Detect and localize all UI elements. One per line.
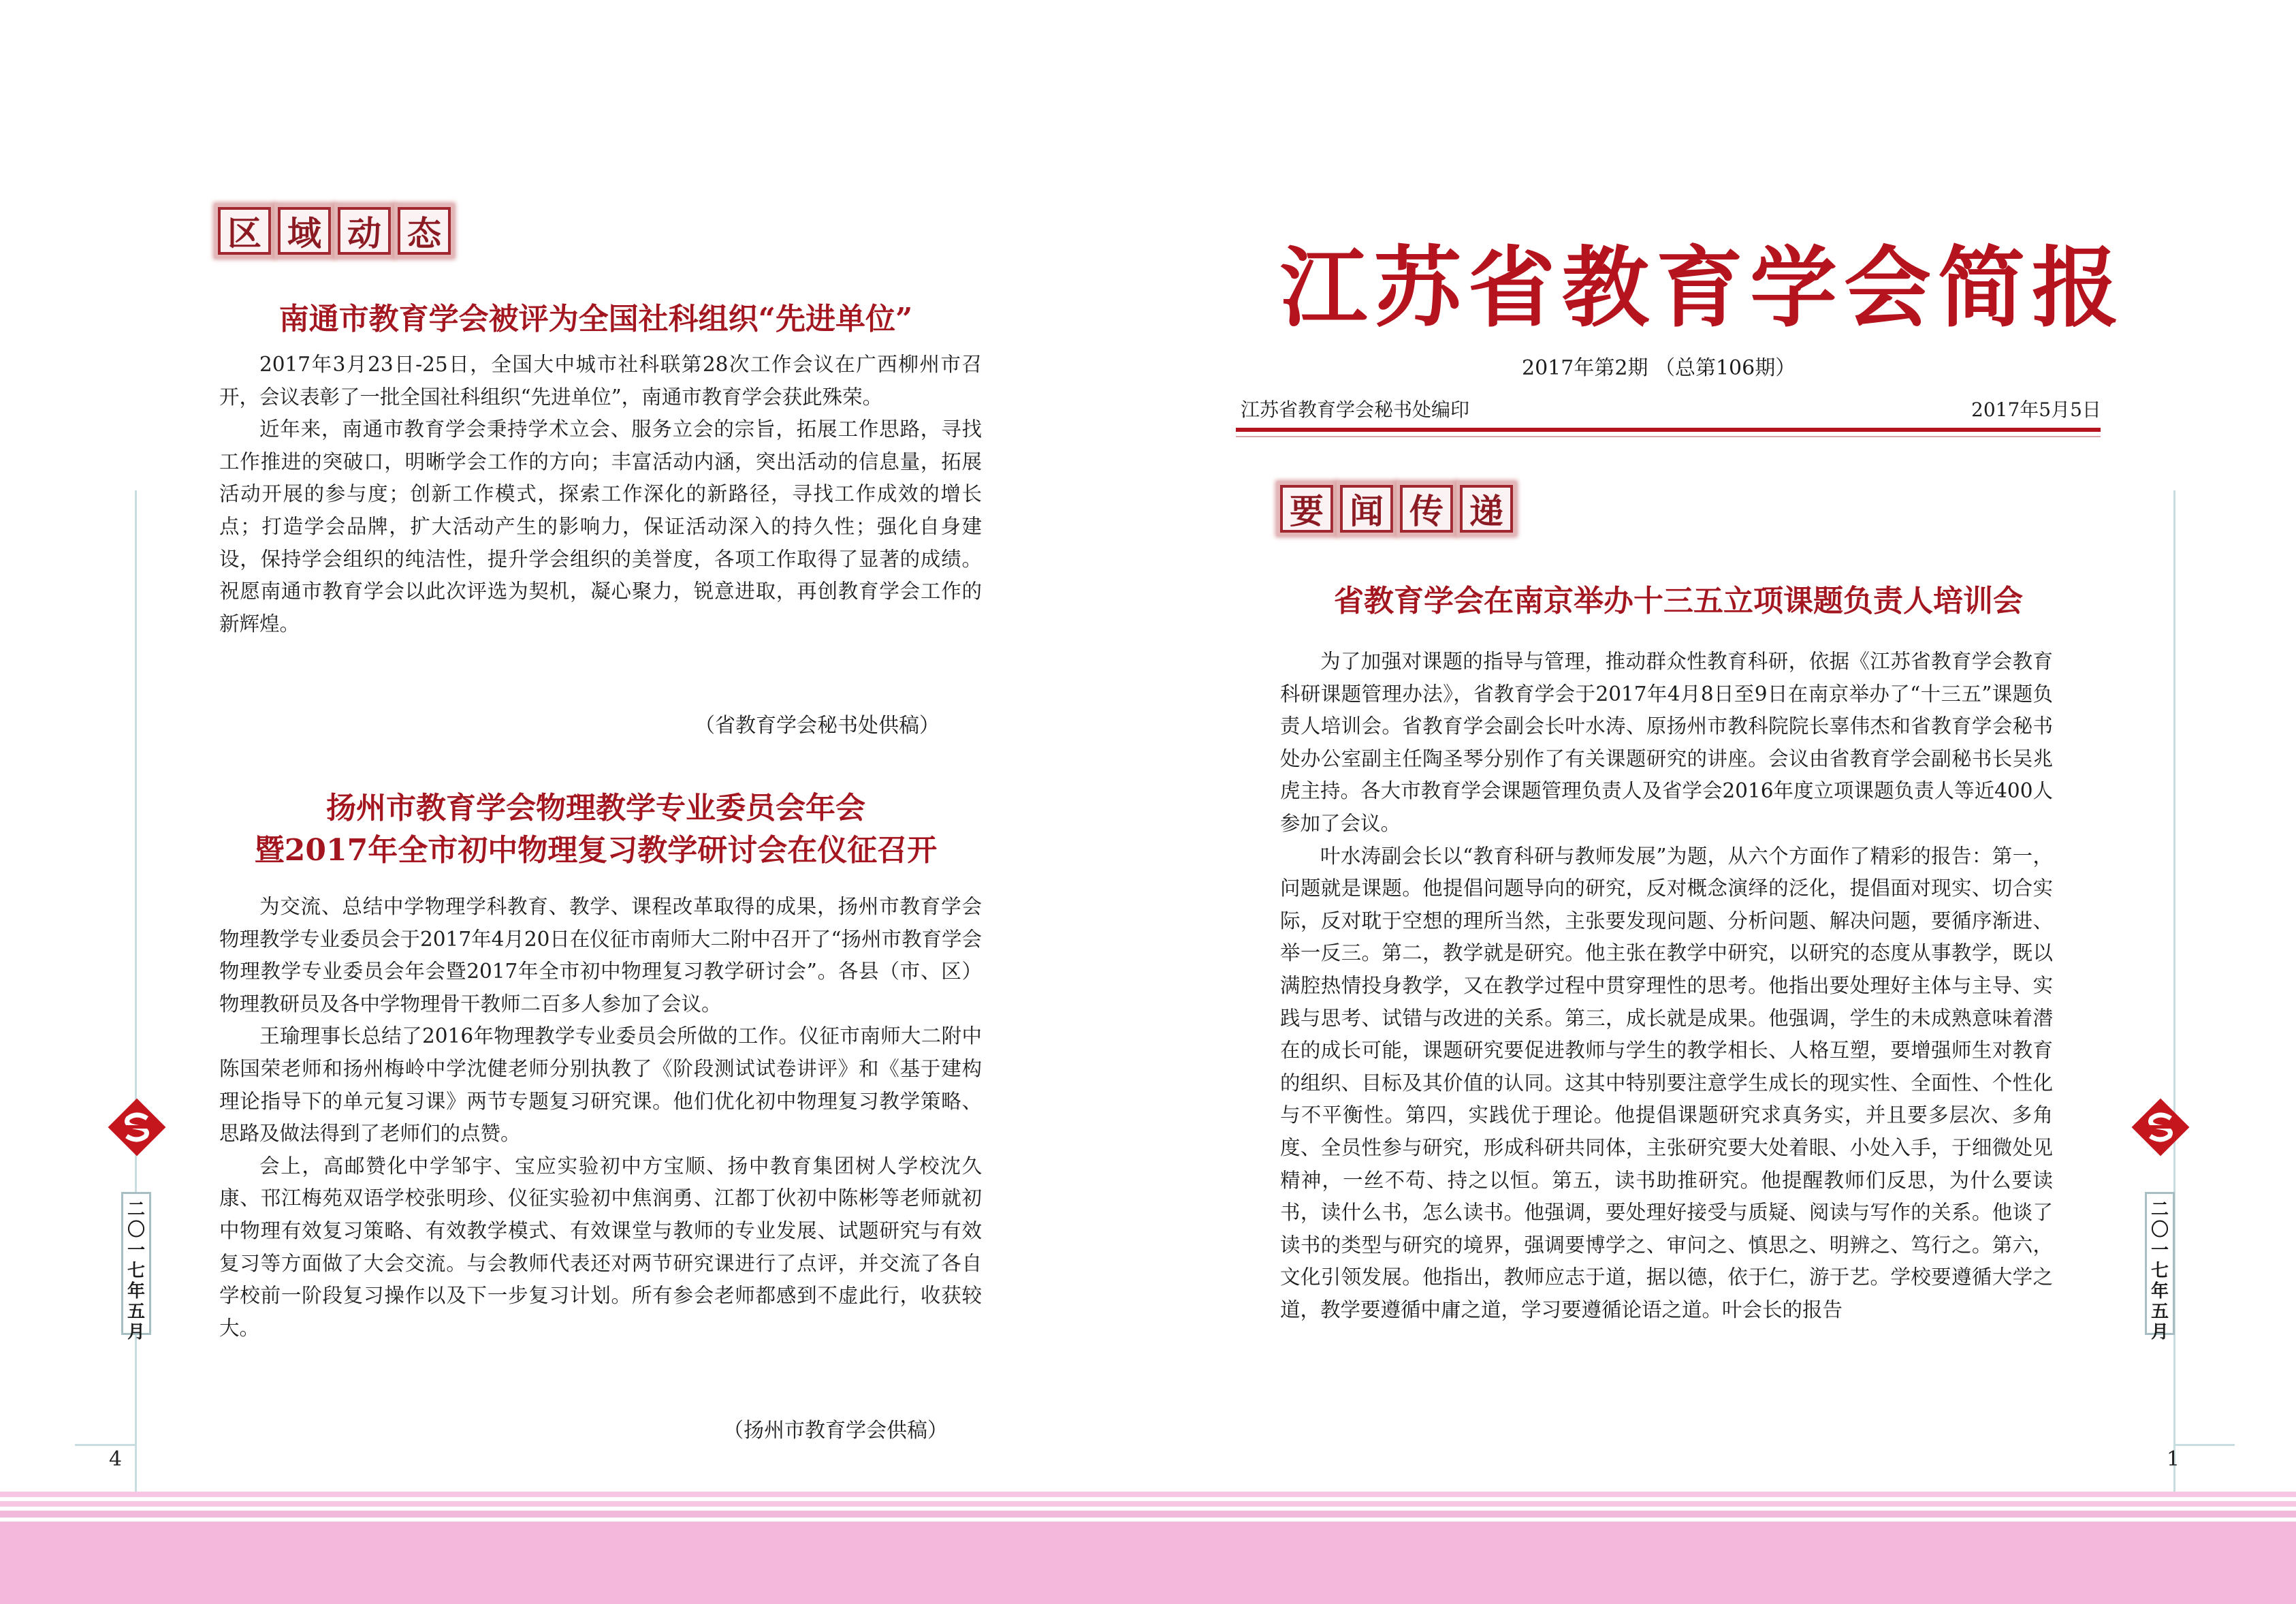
paragraph: 2017年3月23日-25日，全国大中城市社科联第28次工作会议在广西柳州市召开，会议表彰了一批全国社科组织“先进单位”，南通市教育学会获此殊荣。 xyxy=(219,353,982,409)
article-title: 省教育学会在南京举办十三五立项课题负责人培训会 xyxy=(1334,584,2023,618)
side-char: 五 xyxy=(2150,1302,2169,1322)
masthead-rule-thin xyxy=(1236,436,2101,437)
footer-stripe xyxy=(0,1511,2296,1517)
side-char: 一 xyxy=(127,1240,145,1261)
page-number: 4 xyxy=(109,1447,123,1471)
tag-char: 传 xyxy=(1400,485,1453,533)
tag-char: 动 xyxy=(338,207,391,255)
date-side-label xyxy=(121,1192,151,1342)
side-char: 五 xyxy=(127,1302,145,1322)
paragraph: 叶水涛副会长以“教育科研与教师发展”为题，从六个方面作了精彩的报告：第一，问题就是课题。他提倡问题导向的研究，反对概念演绎的泛化，提倡面对现实、切合实际，反对耽于空想的理所当然，主张要发现问题、分析问题、解决问题，要循序渐进、举一反三。第二，教学就是研究。他主张在教学中研究，以研究的态度从事教学，既以满腔热情投身教学，又在教学过程中贯穿理性的思考。他指出要处理好主体与主导、实践与思考、试错与改进的关系。第三，成长就是成果。他强调，学生的未成熟意味着潜在的成长可能，课题研究要促进教师与学生的教学相长、人格互塑，要增强师生对教育的组织、目标及其价值的认同。这其中特别要注意学生成长的现实性、全面性、个性化与不平衡性。第四，实践优于理论。他提倡课题研究求真务实，并且要多层次、多角度、全员性参与研究，形成科研共同体，主张研究要大处着眼、小处入手，于细微处见精神，一丝不苟、持之以恒。第五，读书助推研究。他提醒教师们反思，为什么要读书，读什么书，怎么读书。他强调，要处理好接受与质疑、阅读与写作的关系。他谈了读书的类型与研究的境界，强调要博学之、审问之、慎思之、明辨之、笃行之。第六，文化引领发展。他指出，教师应志于道，据以德，依于仁，游于艺。学校要遵循大学之道，教学要遵循中庸之道，学习要遵循论语之道。叶会长的报告 xyxy=(1280,844,2053,1321)
tag-char: 域 xyxy=(278,207,331,255)
masthead-rule xyxy=(1236,428,2101,432)
tag-char: 闻 xyxy=(1340,485,1393,533)
society-logo-icon xyxy=(2130,1097,2191,1158)
article-source: （扬州市教育学会供稿） xyxy=(723,1419,948,1443)
side-char: 年 xyxy=(2150,1281,2169,1302)
tag-char: 要 xyxy=(1280,485,1333,533)
section-tag-key-news xyxy=(1280,485,1513,533)
side-char: 〇 xyxy=(127,1220,145,1240)
margin-guide-line xyxy=(2173,490,2175,1492)
page-number: 1 xyxy=(2167,1447,2180,1471)
side-char: 七 xyxy=(2150,1261,2169,1281)
publisher: 江苏省教育学会秘书处编印 xyxy=(1241,398,1470,421)
tag-char: 态 xyxy=(398,207,451,255)
paragraph: 为了加强对课题的指导与管理，推动群众性教育科研，依据《江苏省教育学会教育科研课题管理办法》，省教育学会于2017年4月8日至9日在南京举办了“十三五”课题负责人培训会。省教育学会副会长叶水涛、原扬州市教科院院长辜伟杰和省教育学会秘书处办公室副主任陶圣琴分别作了有关课题研究的讲座。会议由省教育学会副秘书长吴兆虎主持。各大市教育学会课题管理负责人及省学会2016年度立项课题负责人等近400人参加了会议。 xyxy=(1280,650,2053,835)
issue-number: 2017年第2期 （总第106期） xyxy=(1522,356,1796,380)
side-char: 月 xyxy=(127,1322,145,1342)
footer-stripe xyxy=(0,1501,2296,1507)
paragraph: 近年来，南通市教育学会秉持学术立会、服务立会的宗旨，拓展工作思路，寻找工作推进的突破口，明晰学会工作的方向；丰富活动内涵，突出活动的信息量，拓展活动开展的参与度；创新工作模式，探索工作深化的新路径，寻找工作成效的增长点；打造学会品牌，扩大活动产生的影响力，保证活动深入的持久性；强化自身建设，保持学会组织的纯洁性，提升学会组织的美誉度，各项工作取得了显著的成绩。祝愿南通市教育学会以此次评选为契机，凝心聚力，锐意进取，再创教育学会工作的新辉煌。 xyxy=(219,418,982,635)
side-char: 七 xyxy=(127,1261,145,1281)
article-title-line2: 暨2017年全市初中物理复习教学研讨会在仪征召开 xyxy=(254,833,938,868)
paragraph: 会上，高邮赞化中学邹宇、宝应实验初中方宝顺、扬中教育集团树人学校沈久康、邗江梅苑双语学校张明珍、仪征实验初中焦润勇、江都丁伙初中陈彬等老师就初中物理有效复习策略、有效教学模式、有效课堂与教师的专业发展、试题研究与有效复习等方面做了大会交流。与会教师代表还对两节研究课进行了点评，并交流了各自学校前一阶段复习操作以及下一步复习计划。所有参会老师都感到不虚此行，收获较大。 xyxy=(219,1154,982,1340)
paragraph: 为交流、总结中学物理学科教育、教学、课程改革取得的成果，扬州市教育学会物理教学专业委员会于2017年4月20日在仪征市南师大二附中召开了“扬州市教育学会物理教学专业委员会年会暨2017年全市初中物理复习教学研讨会”。各县（市、区）物理教研员及各中学物理骨干教师二百多人参加了会议。 xyxy=(219,895,982,1016)
article-source: （省教育学会秘书处供稿） xyxy=(695,714,940,738)
society-logo-icon xyxy=(106,1097,168,1158)
side-char: 二 xyxy=(2150,1199,2169,1220)
section-tag-regional-news xyxy=(218,207,451,255)
article-body xyxy=(1280,646,2053,1326)
article-title-line1: 扬州市教育学会物理教学专业委员会年会 xyxy=(326,791,865,825)
side-char: 〇 xyxy=(2150,1220,2169,1240)
page-number-rule xyxy=(75,1444,136,1446)
tag-char: 递 xyxy=(1460,485,1513,533)
paragraph: 王瑜理事长总结了2016年物理教学专业委员会所做的工作。仪征市南师大二附中陈国荣老师和扬州梅岭中学沈健老师分别执教了《阶段测试试卷讲评》和《基于建构理论指导下的单元复习课》两节专题复习研究课。他们优化初中物理复习教学策略、思路及做法得到了老师们的点赞。 xyxy=(219,1024,982,1146)
footer-band xyxy=(0,1522,2296,1604)
tag-char: 区 xyxy=(218,207,271,255)
issue-date: 2017年5月5日 xyxy=(1971,398,2101,421)
footer-stripe xyxy=(0,1492,2296,1497)
masthead-title: 江苏省教育学会简报 xyxy=(1280,237,2126,339)
article-body xyxy=(219,891,982,1344)
page-number-rule xyxy=(2173,1444,2235,1446)
side-char: 月 xyxy=(2150,1322,2169,1342)
article-title: 南通市教育学会被评为全国社科组织“先进单位” xyxy=(278,302,913,336)
side-char: 二 xyxy=(127,1199,145,1220)
article-body xyxy=(219,349,982,640)
side-char: 年 xyxy=(127,1281,145,1302)
side-char: 一 xyxy=(2150,1240,2169,1261)
date-side-label xyxy=(2145,1192,2175,1342)
